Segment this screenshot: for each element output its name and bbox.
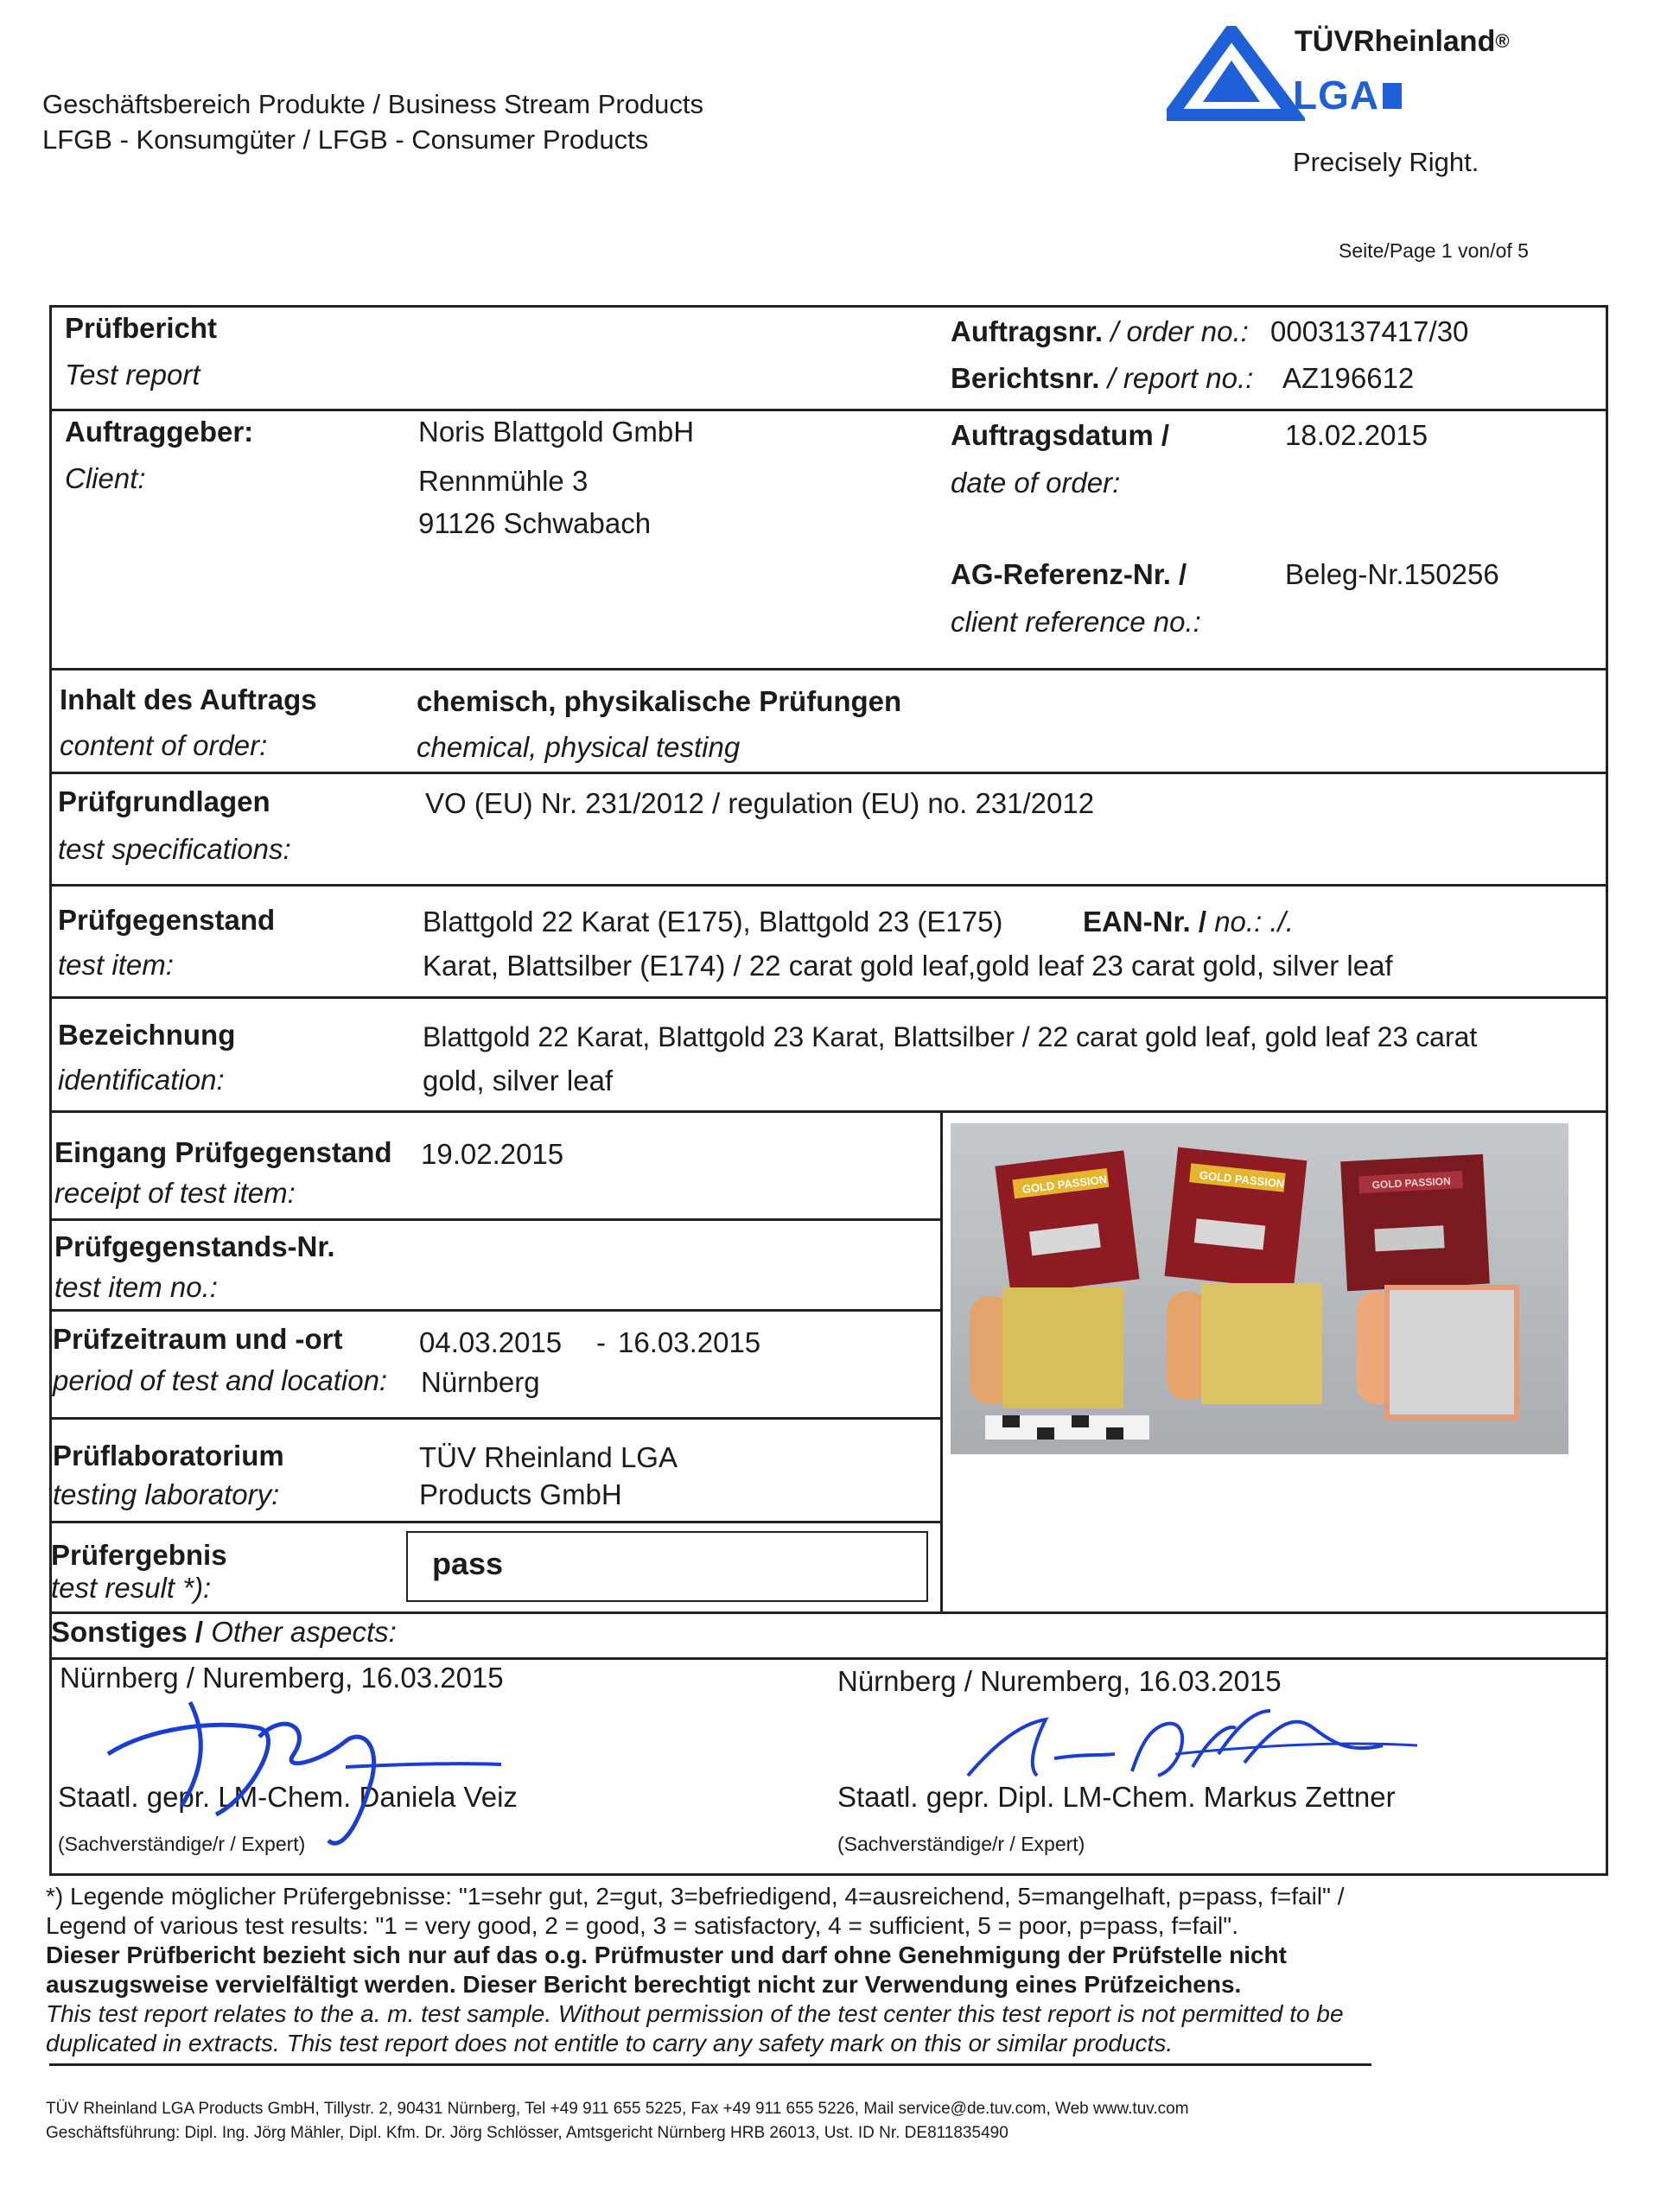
report-no-label: Berichtsnr. / report no.: bbox=[951, 362, 1254, 394]
period-to: 16.03.2015 bbox=[618, 1326, 761, 1358]
tuv-triangle-logo bbox=[1167, 26, 1305, 121]
notes-underline bbox=[49, 2063, 1371, 2066]
left-place-date: Nürnberg / Nuremberg, 16.03.2015 bbox=[60, 1662, 504, 1694]
legend-en: Legend of various test results: "1 = very good, 2 = good, 3 = satisfactory, 4 = sufficient, 5 = poor, p=pass, f=fail". bbox=[46, 1912, 1238, 1939]
legend-de: *) Legende möglicher Prüfergebnisse: "1=sehr gut, 2=gut, 3=befriedigend, 4=ausreichend, 5=mangelhaft, p=pass, f=fail" / bbox=[46, 1883, 1345, 1910]
right-signature bbox=[951, 1694, 1435, 1797]
itemno-label-en: test item no.: bbox=[54, 1271, 218, 1303]
spec-label-en: test specifications: bbox=[58, 833, 291, 865]
itemno-label-de: Prüfgegenstands-Nr. bbox=[54, 1230, 335, 1262]
order-date-value: 18.02.2015 bbox=[1285, 419, 1428, 451]
package-left-label: GOLD PASSION bbox=[1021, 1173, 1108, 1197]
consumer-products-line: LFGB - Konsumgüter / LFGB - Consumer Products bbox=[42, 124, 649, 155]
footer-management: Geschäftsführung: Dipl. Ing. Jörg Mähler, Dipl. Kfm. Dr. Jörg Schlösser, Amtsgericht Nürnberg HRB 26013, Ust. ID Nr. DE811835490 bbox=[46, 2124, 1008, 2142]
content-label-de: Inhalt des Auftrags bbox=[60, 683, 317, 715]
receipt-label-de: Eingang Prüfgegenstand bbox=[54, 1136, 392, 1168]
ident-line2: gold, silver leaf bbox=[423, 1065, 614, 1096]
receipt-label-en: receipt of test item: bbox=[54, 1177, 296, 1209]
order-date-label-de: Auftragsdatum / bbox=[951, 419, 1170, 451]
lga-brand: LGA bbox=[1293, 73, 1380, 118]
receipt-date: 19.02.2015 bbox=[421, 1138, 564, 1170]
result-value: pass bbox=[432, 1546, 504, 1581]
page-number: Seite/Page 1 von/of 5 bbox=[1339, 239, 1529, 262]
client-ref-value: Beleg-Nr.150256 bbox=[1285, 558, 1499, 590]
footer-address: TÜV Rheinland LGA Products GmbH, Tillystr. 2, 90431 Nürnberg, Tel +49 911 655 5225, Fax +49 911 655 5226, Mail service@de.tuv.com, Web www.tuv.com bbox=[46, 2100, 1189, 2118]
spec-value: VO (EU) Nr. 231/2012 / regulation (EU) no. 231/2012 bbox=[425, 787, 1095, 819]
period-from: 04.03.2015 bbox=[419, 1326, 563, 1358]
period-label-en: period of test and location: bbox=[53, 1364, 388, 1396]
result-label-de: Prüfergebnis bbox=[51, 1539, 227, 1571]
report-title-de: Prüfbericht bbox=[65, 312, 218, 344]
ident-line1: Blattgold 22 Karat, Blattgold 23 Karat, Blattsilber / 22 carat gold leaf, gold leaf 23 carat bbox=[423, 1021, 1478, 1052]
tuv-rheinland-brand: TÜVRheinland® bbox=[1295, 25, 1510, 58]
spec-label-de: Prüfgrundlagen bbox=[58, 785, 270, 817]
gold-package-left bbox=[995, 1150, 1139, 1294]
client-name: Noris Blattgold GmbH bbox=[418, 416, 695, 448]
lab-label-de: Prüflaboratorium bbox=[53, 1440, 284, 1471]
ean-no: EAN-Nr. / no.: ./. bbox=[1083, 906, 1294, 938]
ident-label-en: identification: bbox=[58, 1064, 225, 1096]
disclaimer-en-2: duplicated in extracts. This test report does not entitle to carry any safety mark on this or similar products. bbox=[46, 2030, 1174, 2056]
gold-package-middle bbox=[1165, 1147, 1308, 1290]
package-right-label: GOLD PASSION bbox=[1371, 1174, 1452, 1192]
content-en: chemical, physical testing bbox=[417, 731, 741, 763]
item-line1: Blattgold 22 Karat (E175), Blattgold 23 (E175) bbox=[423, 906, 1003, 938]
client-ref-label-en: client reference no.: bbox=[951, 606, 1201, 638]
gold-leaf-23 bbox=[1201, 1283, 1322, 1404]
lab-label-en: testing laboratory: bbox=[53, 1478, 280, 1510]
order-no-value: 0003137417/30 bbox=[1270, 315, 1469, 347]
lab-line1: TÜV Rheinland LGA bbox=[419, 1441, 678, 1473]
left-signer-name: Staatl. gepr. LM-Chem. Daniela Veiz bbox=[58, 1781, 518, 1813]
left-signer-role: (Sachverständige/r / Expert) bbox=[58, 1833, 306, 1855]
client-label-en: Client: bbox=[65, 462, 146, 494]
content-label-en: content of order: bbox=[60, 729, 268, 761]
result-label-en: test result *): bbox=[51, 1572, 212, 1604]
disclaimer-de-2: auszugsweise vervielfältigt werden. Dieser Bericht berechtigt nicht zur Verwendung eines Prüfzeichens. bbox=[46, 1971, 1242, 1998]
client-city: 91126 Schwabach bbox=[418, 507, 652, 539]
ident-label-de: Bezeichnung bbox=[58, 1019, 236, 1051]
right-place-date: Nürnberg / Nuremberg, 16.03.2015 bbox=[837, 1665, 1282, 1697]
left-signature bbox=[86, 1668, 536, 1866]
product-photo bbox=[951, 1123, 1568, 1454]
client-ref-label-de: AG-Referenz-Nr. / bbox=[951, 558, 1187, 590]
disclaimer-de-1: Dieser Prüfbericht bezieht sich nur auf das o.g. Prüfmuster und darf ohne Genehmigung der Prüfstelle nicht bbox=[46, 1942, 1287, 1968]
location: Nürnberg bbox=[421, 1366, 540, 1398]
client-label-de: Auftraggeber: bbox=[65, 416, 254, 448]
right-signer-role: (Sachverständige/r / Expert) bbox=[837, 1833, 1085, 1855]
period-separator: - bbox=[596, 1326, 606, 1358]
lga-mark-icon bbox=[1383, 83, 1402, 109]
report-title-en: Test report bbox=[65, 359, 200, 391]
lab-line2: Products GmbH bbox=[419, 1478, 622, 1510]
result-box bbox=[406, 1531, 928, 1602]
client-street: Rennmühle 3 bbox=[418, 465, 589, 497]
order-date-label-en: date of order: bbox=[951, 467, 1121, 499]
package-middle-label: GOLD PASSION bbox=[1199, 1168, 1285, 1191]
silver-package-right bbox=[1340, 1154, 1490, 1291]
item-line2: Karat, Blattsilber (E174) / 22 carat gold leaf,gold leaf 23 carat gold, silver leaf bbox=[423, 950, 1393, 982]
content-de: chemisch, physikalische Prüfungen bbox=[417, 685, 902, 717]
silver-leaf bbox=[1387, 1287, 1517, 1417]
business-stream-line: Geschäftsbereich Produkte / Business Stream Products bbox=[42, 89, 704, 119]
right-signer-name: Staatl. gepr. Dipl. LM-Chem. Markus Zettner bbox=[837, 1781, 1396, 1813]
disclaimer-en-1: This test report relates to the a. m. test sample. Without permission of the test center this test report is not permitted to be bbox=[46, 2000, 1344, 2027]
tagline: Precisely Right. bbox=[1293, 147, 1479, 177]
report-no-value: AZ196612 bbox=[1282, 362, 1415, 394]
order-no-label: Auftragsnr. / order no.: bbox=[951, 315, 1249, 347]
gold-leaf-22 bbox=[1002, 1287, 1123, 1408]
other-aspects: Sonstiges / Other aspects: bbox=[51, 1616, 397, 1648]
item-label-en: test item: bbox=[58, 949, 174, 981]
item-label-de: Prüfgegenstand bbox=[58, 904, 276, 936]
period-label-de: Prüfzeitraum und -ort bbox=[53, 1323, 343, 1355]
